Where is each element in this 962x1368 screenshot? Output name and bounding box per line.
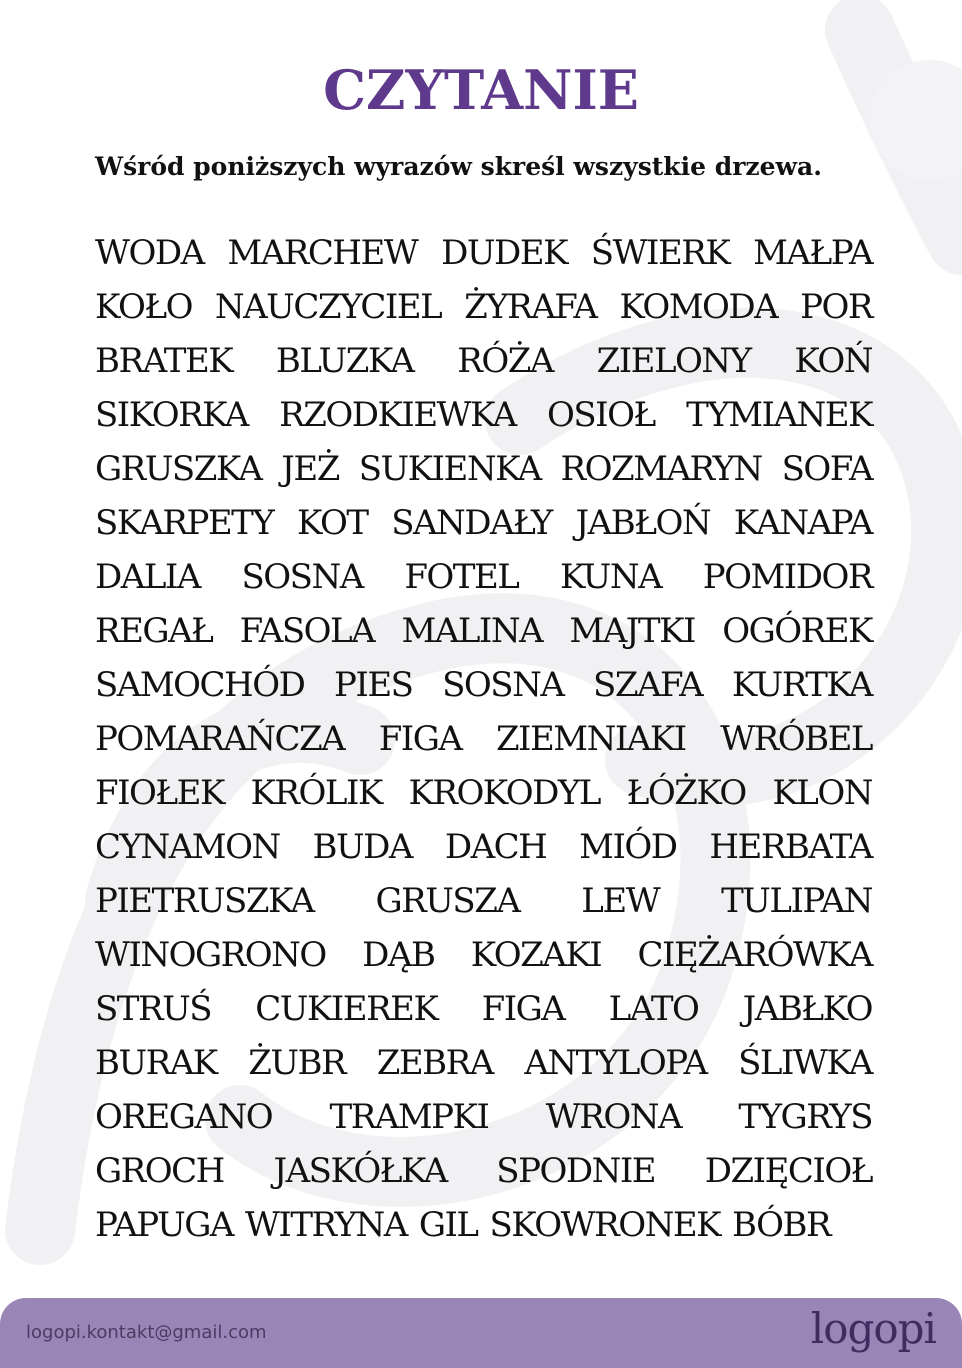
word: ZIELONY: [596, 341, 751, 381]
word: SZAFA: [593, 665, 703, 705]
word-line-17: [95, 1090, 872, 1144]
logopi-logo: logopi: [810, 1304, 936, 1353]
word: MAŁPA: [753, 233, 872, 273]
word: MAJTKI: [569, 611, 695, 651]
word: TYGRYS: [738, 1097, 872, 1137]
word: SOSNA: [241, 557, 363, 597]
word: BRATEK: [95, 341, 233, 381]
word-line-8: [95, 604, 872, 658]
word: BÓBR: [732, 1205, 831, 1245]
contact-email: logopi.kontakt@gmail.com: [26, 1322, 267, 1343]
word: DACH: [444, 827, 547, 867]
footer-bar: [0, 1298, 962, 1368]
word: MALINA: [401, 611, 543, 651]
word: WRÓBEL: [720, 719, 872, 759]
word: WRONA: [545, 1097, 682, 1137]
word: GROCH: [95, 1151, 224, 1191]
page-title: CZYTANIE: [323, 58, 639, 122]
word-line-15: [95, 982, 872, 1036]
word: WINOGRONO: [95, 935, 326, 975]
word-line-2: [95, 280, 872, 334]
word: WODA: [95, 233, 204, 273]
word-list: [95, 226, 872, 1252]
word: LATO: [608, 989, 699, 1029]
word: ŻUBR: [248, 1043, 346, 1083]
word: SANDAŁY: [391, 503, 552, 543]
word: SOSNA: [442, 665, 564, 705]
word: CIĘŻARÓWKA: [637, 935, 872, 975]
word: STRUŚ: [95, 989, 212, 1029]
word: POMIDOR: [702, 557, 872, 597]
word: OREGANO: [95, 1097, 273, 1137]
word: JABŁKO: [742, 989, 872, 1029]
word: LEW: [581, 881, 660, 921]
word-line-10: [95, 712, 872, 766]
word: DĄB: [362, 935, 435, 975]
word: OSIOŁ: [547, 395, 655, 435]
word: POR: [800, 287, 872, 327]
word: KOMODA: [619, 287, 778, 327]
word: WITRYNA: [244, 1205, 407, 1245]
word: FOTEL: [404, 557, 519, 597]
word: ANTYLOPA: [524, 1043, 707, 1083]
word: REGAŁ: [95, 611, 213, 651]
word: KUNA: [559, 557, 662, 597]
word: SAMOCHÓD: [95, 665, 305, 705]
word: KOŃ: [794, 341, 872, 381]
word-line-14: [95, 928, 872, 982]
word: BLUZKA: [275, 341, 414, 381]
word-line-18: [95, 1144, 872, 1198]
word: DZIĘCIOŁ: [704, 1151, 872, 1191]
word: JABŁOŃ: [575, 503, 711, 543]
word: CUKIEREK: [255, 989, 438, 1029]
word-line-19: [95, 1198, 872, 1252]
word: FIOŁEK: [95, 773, 224, 813]
word: SKOWRONEK: [489, 1205, 721, 1245]
word: ROZMARYN: [560, 449, 762, 489]
word-line-7: [95, 550, 872, 604]
word-line-12: [95, 820, 872, 874]
word: TULIPAN: [721, 881, 872, 921]
word-line-5: [95, 442, 872, 496]
word: PIES: [334, 665, 413, 705]
word: ŚWIERK: [590, 233, 730, 273]
word: KANAPA: [733, 503, 872, 543]
word: FASOLA: [239, 611, 375, 651]
word: KOT: [296, 503, 368, 543]
word: SIKORKA: [95, 395, 248, 435]
word: SUKIENKA: [358, 449, 541, 489]
word: SKARPETY: [95, 503, 274, 543]
word: KLON: [772, 773, 872, 813]
word: DUDEK: [441, 233, 568, 273]
word: ŻYRAFA: [464, 287, 597, 327]
word: TRAMPKI: [329, 1097, 489, 1137]
word-line-6: [95, 496, 872, 550]
word-line-3: [95, 334, 872, 388]
word: RZODKIEWKA: [279, 395, 516, 435]
word: FIGA: [378, 719, 462, 759]
word: RÓŻA: [457, 341, 553, 381]
word-line-16: [95, 1036, 872, 1090]
word-line-11: [95, 766, 872, 820]
word-line-13: [95, 874, 872, 928]
word: BURAK: [95, 1043, 217, 1083]
word: GIL: [418, 1205, 478, 1245]
word: PAPUGA: [95, 1205, 233, 1245]
word: GRUSZA: [375, 881, 520, 921]
word: FIGA: [481, 989, 565, 1029]
word: OGÓREK: [722, 611, 872, 651]
word-line-9: [95, 658, 872, 712]
word: GRUSZKA: [95, 449, 262, 489]
instruction-text: Wśród poniższych wyrazów skreśl wszystkie drzewa.: [95, 152, 822, 181]
word: ZIEMNIAKI: [495, 719, 686, 759]
word: NAUCZYCIEL: [214, 287, 442, 327]
word: MARCHEW: [227, 233, 418, 273]
word: KROKODYL: [408, 773, 600, 813]
word: DALIA: [95, 557, 200, 597]
word: BUDA: [312, 827, 412, 867]
word: JEŻ: [281, 449, 339, 489]
word: PIETRUSZKA: [95, 881, 314, 921]
word: SOFA: [781, 449, 872, 489]
word: KOŁO: [95, 287, 192, 327]
word: JASKÓŁKA: [273, 1151, 447, 1191]
word: KURTKA: [731, 665, 872, 705]
word-line-4: [95, 388, 872, 442]
word: MIÓD: [579, 827, 677, 867]
word: SPODNIE: [496, 1151, 656, 1191]
word: TYMIANEK: [686, 395, 872, 435]
word: ŚLIWKA: [738, 1043, 872, 1083]
word: KRÓLIK: [250, 773, 382, 813]
word: ŁÓŻKO: [626, 773, 746, 813]
word: ZEBRA: [376, 1043, 493, 1083]
word: CYNAMON: [95, 827, 280, 867]
word: KOZAKI: [470, 935, 602, 975]
word: HERBATA: [709, 827, 872, 867]
word-line-1: [95, 226, 872, 280]
word: POMARAŃCZA: [95, 719, 345, 759]
